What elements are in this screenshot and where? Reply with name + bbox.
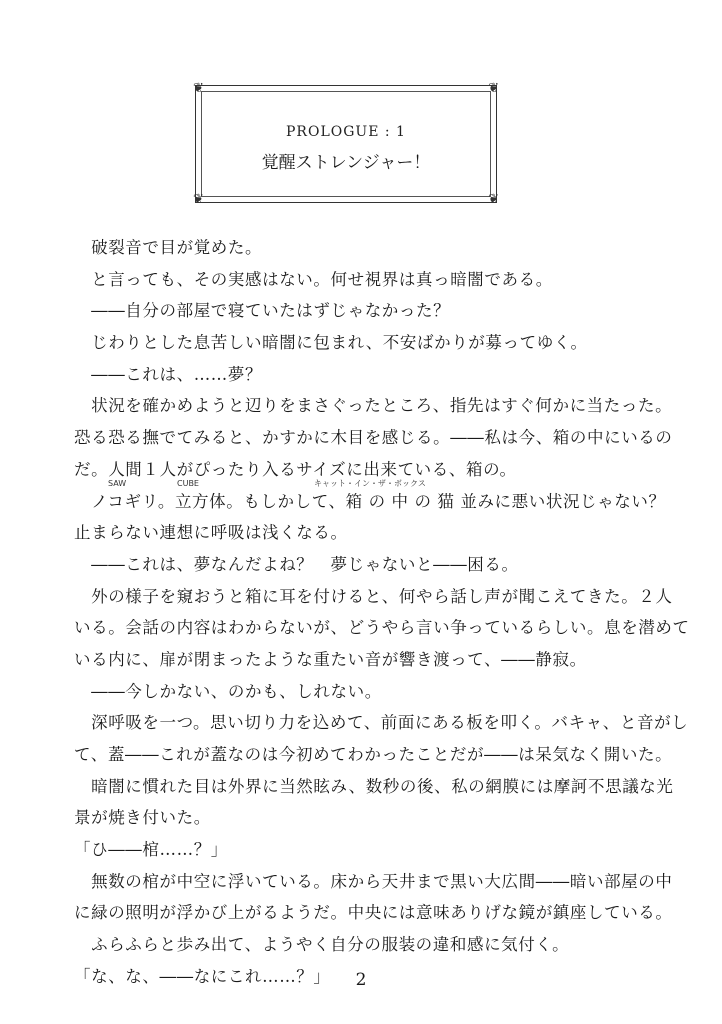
body-text	[74, 232, 690, 993]
page-number: 2	[355, 970, 367, 990]
corner-ornament-icon: ❦	[488, 81, 499, 96]
text-line: ――これは、夢なんだよね？ 夢じゃないと――困る。	[74, 554, 519, 574]
corner-ornament-icon: ❦	[193, 192, 204, 207]
text-line: 止まらない連想に呼吸は浅くなる。	[74, 523, 348, 543]
text-line: 暗闇に慣れた目は外界に当然眩み、数秒の後、私の網膜には摩訶不思議な光	[74, 776, 674, 796]
corner-ornament-icon: ❦	[488, 192, 499, 207]
text-line: ――今しかない、のかも、しれない。	[74, 681, 382, 701]
text-line: ――これは、……夢？	[74, 364, 263, 384]
chapter-title-frame	[193, 81, 499, 207]
text-line: 「ひ――棺……？」	[74, 840, 228, 860]
text-line: に緑の照明が浮かび上がるようだ。中央には意味ありげな鏡が鎮座している。	[74, 903, 673, 923]
text-line: ノコギリ。立方体。もしかして、箱 の 中 の 猫 並みに悪い状況じゃない？	[74, 491, 666, 511]
text-line: 外の様子を窺おうと箱に耳を付けると、何やら話し声が聞こえてきた。２人	[74, 586, 673, 606]
text-line: 深呼吸を一つ。思い切り力を込めて、前面にある板を叩く。バキャ、と音がし	[74, 713, 689, 733]
text-line-with-ruby	[74, 478, 666, 518]
text-line: いる内に、扉が閉まったような重たい音が響き渡って、――静寂。	[74, 649, 587, 669]
text-line: 景が焼き付いた。	[74, 808, 211, 828]
ruby-saw: SAW	[108, 478, 127, 488]
text-line: 破裂音で目が覚めた。	[74, 238, 263, 257]
ruby-cat-in-box: キャット・イン・ザ・ボックス	[314, 478, 426, 488]
corner-ornament-icon: ❦	[193, 81, 204, 96]
text-line: だ。人間１人がぴったり入るサイズに出来ている、箱の。	[74, 459, 517, 479]
text-line: 無数の棺が中空に浮いている。床から天井まで黒い大広間――暗い部屋の中	[74, 871, 673, 891]
prologue-label: PROLOGUE : 1	[286, 124, 406, 140]
text-line: 恐る恐る撫でてみると、かすかに木目を感じる。――私は今、箱の中にいるの	[74, 428, 673, 448]
text-line: て、蓋――これが蓋なのは今初めてわかったことだが――は呆気なく開いた。	[74, 745, 673, 764]
text-line: と言っても、その実感はない。何せ視界は真っ暗闇である。	[74, 269, 553, 289]
chapter-title: 覚醒ストレンジャー！	[261, 153, 431, 173]
text-line: 状況を確かめようと辺りをまさぐったところ、指先はすぐ何かに当たった。	[74, 396, 673, 416]
text-line: いる。会話の内容はわからないが、どうやら言い争っているらしい。息を潜めて	[74, 618, 690, 638]
text-line: じわりとした息苦しい暗闇に包まれ、不安ばかりが募ってゆく。	[74, 333, 588, 353]
text-line: ふらふらと歩み出て、ようやく自分の服装の違和感に気付く。	[74, 935, 570, 955]
ruby-cube: CUBE	[177, 478, 199, 488]
text-line: ――自分の部屋で寝ていたはずじゃなかった？	[74, 301, 451, 321]
text-line: 「な、な、――なにこれ……？」	[74, 966, 331, 986]
